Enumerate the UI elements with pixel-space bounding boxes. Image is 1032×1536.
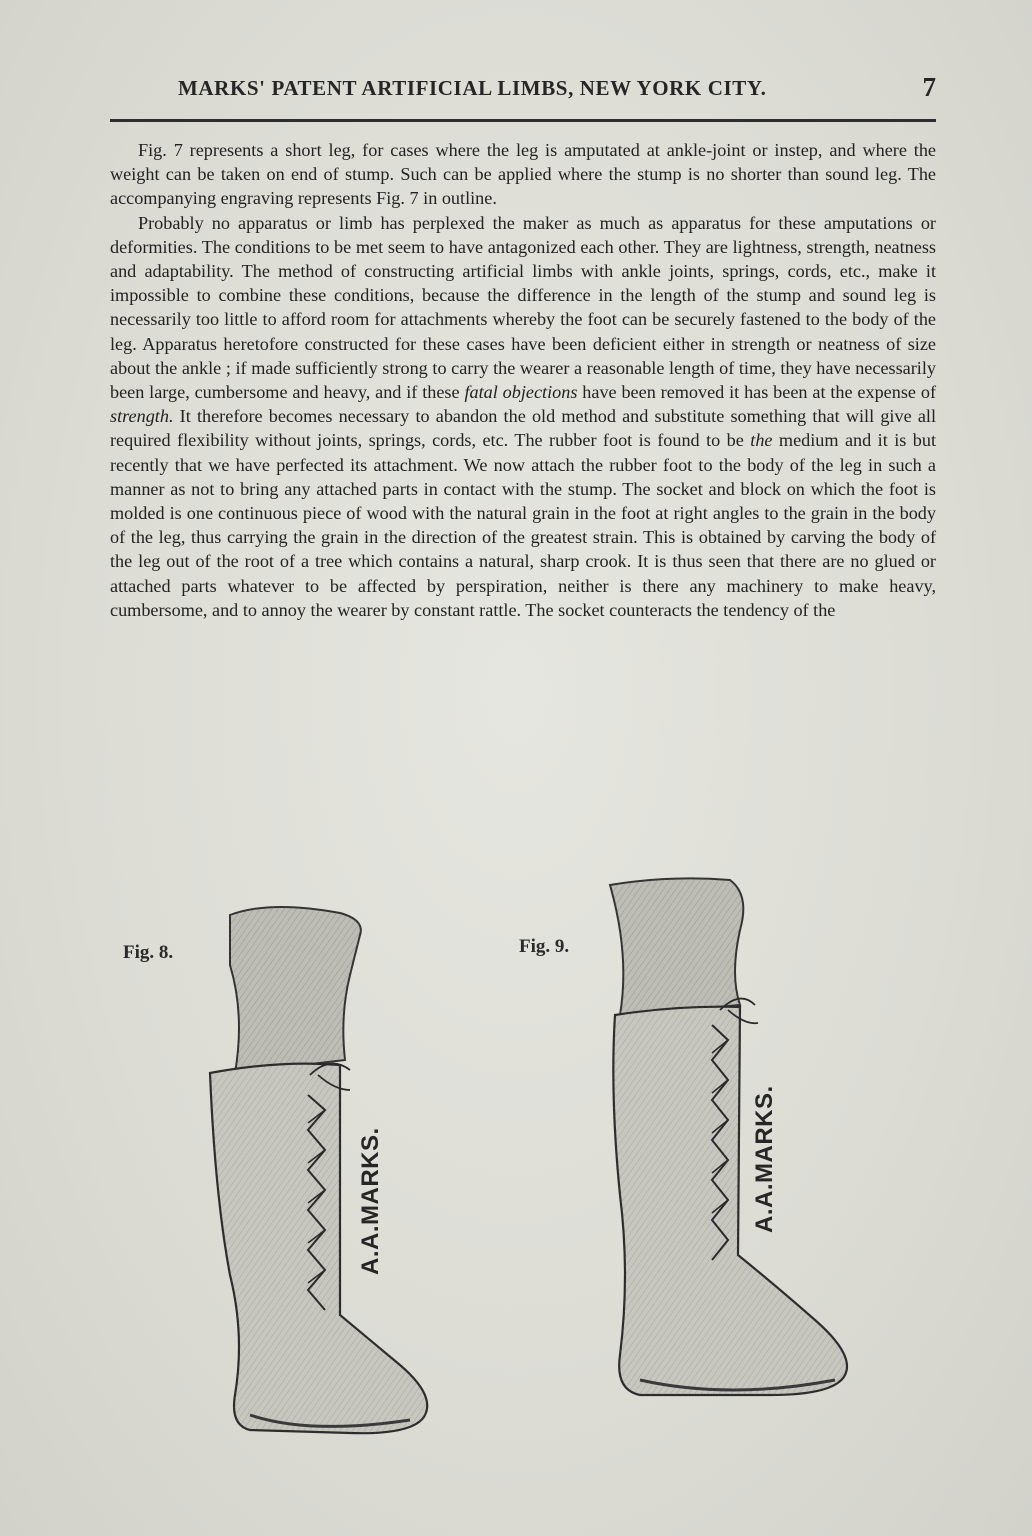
running-header — [110, 72, 936, 112]
paragraph-2-text-a: Probably no apparatus or limb has perplexed the maker as much as apparatus for these amputations or deformities. The conditions to be met seem to have antagonized each other. They are lightness, strength, neatness and adaptability. The method of constructing artificial limbs with ankle joints, springs, cords, etc., make it impossible to combine these conditions, because the difference in the length of the stump and sound leg is necessarily too little to afford room for attachments whereby the foot can be securely fastened to the body of the leg. Apparatus heretofore constructed for these cases have been deficient either in strength or neatness of size about the ankle ; if made sufficiently strong to carry the wearer a reasonable length of time, they have necessarily been large, cumbersome and heavy, and if these — [110, 212, 936, 403]
page-number: 7 — [922, 72, 936, 102]
body-text — [110, 138, 936, 622]
paragraph-2-text-d: medium and it is but recently that we have perfected its attachment. We now attach the rubber foot to the body of the leg in such a manner as not to bring any attached parts in contact with the stump. The socket and block on which the foot is molded is one continuous piece of wood with the natural grain in the foot at right angles to the grain in the body of the leg, thus carrying the grain in the direction of the greatest strain. This is obtained by carving the body of the leg out of the root of a tree which contains a natural, sharp crook. It is thus seen that there are no glued or attached parts whatever to be affected by perspiration, neither is there any machinery to make heavy, cumbersome, and to annoy the wearer by constant rattle. The socket counteracts the tendency of the — [110, 430, 936, 620]
paragraph-2-text-c: It therefore becomes necessary to abandon the old method and substitute something that will give all required flexibility without joints, springs, cords, etc. The rubber foot is found to be — [110, 406, 936, 451]
figure-8-label: Fig. 8. — [123, 942, 174, 963]
figure-9-label: Fig. 9. — [519, 936, 570, 957]
paragraph-2 — [110, 211, 936, 622]
figure-9-leg-mark: A.A.MARKS. — [751, 1085, 778, 1233]
paragraph-2-italic-c: the — [750, 430, 773, 451]
header-rule — [110, 119, 936, 122]
paragraph-2-text-b: have been removed it has been at the expense of — [577, 382, 936, 403]
paragraph-1 — [110, 138, 936, 211]
figure-9-leg-illustration — [600, 875, 870, 1435]
paragraph-2-italic-b: strength. — [110, 406, 174, 427]
paragraph-1-text: Fig. 7 represents a short leg, for cases where the leg is amputated at ankle-joint or instep, and where the weight can be taken on end of stump. Such can be applied where the stump is no shorter than sound leg. The accompanying engraving represents Fig. 7 in outline. — [110, 140, 936, 209]
paragraph-2-italic-a: fatal objections — [464, 382, 578, 403]
figure-8-leg-illustration — [190, 895, 450, 1455]
figure-8-leg-mark: A.A.MARKS. — [357, 1127, 384, 1275]
header-title: MARKS' PATENT ARTIFICIAL LIMBS, NEW YORK CITY. — [178, 76, 767, 100]
